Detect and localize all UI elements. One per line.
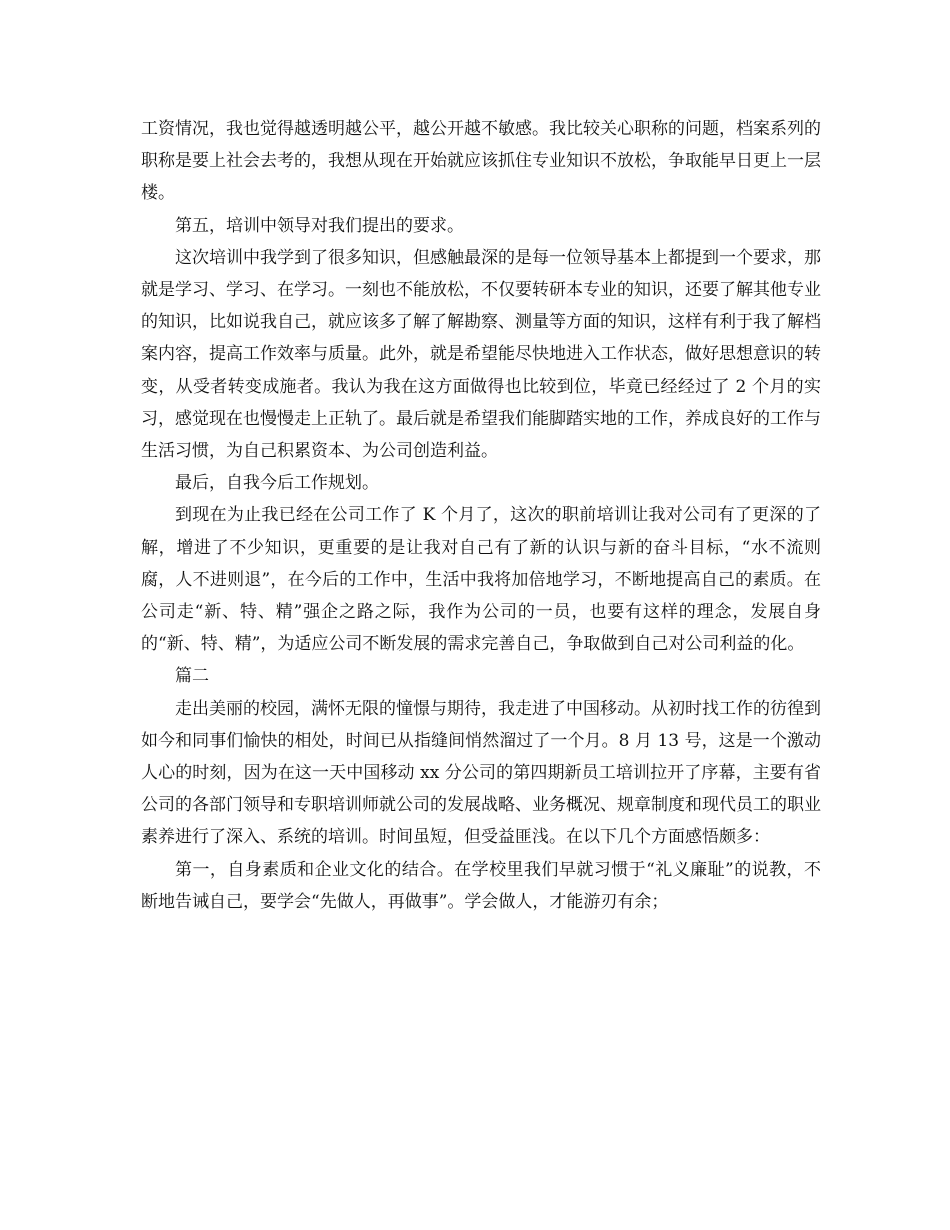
paragraph-china-mobile-intro: 走出美丽的校园，满怀无限的憧憬与期待，我走进了中国移动。从初时找工作的彷徨到如今和同事们愉快的相处，时间已从指缝间悄然溜过了一个月。8 月 13 号，这是一个激动人心的时刻，因为在这一天中国移动 xx 分公司的第四期新员工培训拉开了序幕，主要有省公司的各部门领导和专职培训师就公司的发展战略、业务概况、规章制度和现代员工的职业素养进行了深入、系统的培训。时间虽短，但受益匪浅。在以下几个方面感悟颇多： — [141, 698, 821, 848]
paragraph-first-point: 第一，自身素质和企业文化的结合。在学校里我们早就习惯于“礼义廉耻”的说教，不断地告诫自己，要学会“先做人，再做事”。学会做人，才能游刃有余； — [141, 859, 821, 912]
paragraph-training-requirements: 这次培训中我学到了很多知识，但感触最深的是每一位领导基本上都提到一个要求，那就是学习、学习、在学习。一刻也不能放松，不仅要转研本专业的知识，还要了解其他专业的知识，比如说我自己，就应该多了解了解勘察、测量等方面的知识，这样有利于我了解档案内容，提高工作效率与质量。此外，就是希望能尽快地进入工作状态，做好思想意识的转变，从受者转变成施者。我认为我在这方面做得也比较到位，毕竟已经经过了 2 个月的实习，感觉现在也慢慢走上正轨了。最后就是希望我们能脚踏实地的工作，养成良好的工作与生活习惯，为自己积累资本、为公司创造利益。 — [141, 247, 821, 462]
paragraph-heading-plan: 最后，自我今后工作规划。 — [175, 473, 379, 494]
paragraph-salary-continued: 工资情况，我也觉得越透明越公平，越公开越不敏感。我比较关心职称的问题，档案系列的职称是要上社会去考的，我想从现在开始就应该抓住专业知识不放松，争取能早日更上一层楼。 — [141, 119, 821, 204]
paragraph-work-plan: 到现在为止我已经在公司工作了 K 个月了，这次的职前培训让我对公司有了更深的了解，增进了不少知识，更重要的是让我对自己有了新的认识与新的奋斗目标，“水不流则腐，人不进则退”，在今后的工作中，生活中我将加倍地学习，不断地提高自己的素质。在公司走“新、特、精”强企之路之际，我作为公司的一员，也要有这样的理念，发展自身的“新、特、精”，为适应公司不断发展的需求完善自己，争取做到自己对公司利益的化。 — [141, 505, 821, 655]
document-body — [141, 113, 821, 918]
paragraph-section-two: 篇二 — [175, 666, 209, 687]
paragraph-heading-fifth: 第五，培训中领导对我们提出的要求。 — [175, 215, 464, 236]
